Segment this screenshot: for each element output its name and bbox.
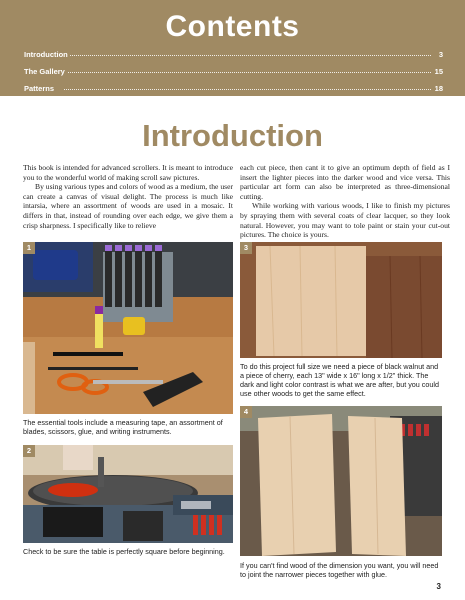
- photo-tools: [23, 242, 233, 414]
- table-of-contents: [24, 48, 443, 99]
- toc-label: Introduction: [24, 50, 68, 59]
- page-number: 3: [436, 582, 441, 591]
- toc-entry-introduction[interactable]: [24, 48, 443, 65]
- jointed-pieces-illustration: [240, 406, 442, 556]
- tools-illustration: [23, 242, 233, 414]
- body-column-left: [23, 163, 233, 230]
- body-paragraph: This book is intended for advanced scrollers. It is meant to introduce you to the wonderful world of making scroll saw pictures.: [23, 163, 233, 182]
- photo-caption: The essential tools include a measuring tape, an assortment of blades, scissors, glue, and writing instruments.: [23, 418, 223, 436]
- toc-page-number: 18: [434, 84, 443, 93]
- photo-caption: To do this project full size we need a piece of black walnut and a piece of cherry, each 13" wide x 16" long x 1/2" thick. The dark and light color contrast is what we are after, but you could use other woods to get the same effect.: [240, 362, 439, 398]
- toc-label: The Gallery: [24, 67, 65, 76]
- toc-page-number: 3: [438, 50, 443, 59]
- section-title: Introduction: [142, 118, 323, 153]
- photo-jointed-pieces: [240, 406, 442, 556]
- photo-number-badge: 2: [23, 445, 35, 457]
- toc-leader-dots: [64, 89, 431, 90]
- toc-leader-dots: [64, 55, 431, 56]
- body-paragraph: each cut piece, then cant it to give an optimum depth of field as I insert the lighter pieces into the darker wood and vice versa. This particular art form can also be interpreted as three-dimensional cutting.: [240, 163, 450, 201]
- scroll-saw-illustration: [23, 445, 233, 543]
- toc-entry-gallery[interactable]: [24, 65, 443, 82]
- toc-page-number: 15: [434, 67, 443, 76]
- wood-boards-illustration: [240, 242, 442, 358]
- toc-leader-dots: [64, 72, 431, 73]
- toc-label: Patterns: [24, 84, 55, 93]
- photo-caption: Check to be sure the table is perfectly square before beginning.: [23, 547, 225, 556]
- body-paragraph: While working with various woods, I like to finish my pictures by spraying them with several coats of clear lacquer, so they look natural. However, you may want to tole paint or stain your cut-out pictures. The choice is yours.: [240, 201, 450, 240]
- photo-scroll-saw: [23, 445, 233, 543]
- body-column-right: [240, 163, 450, 240]
- photo-number-badge: 4: [240, 406, 252, 418]
- photo-number-badge: 3: [240, 242, 252, 254]
- contents-title: Contents: [165, 10, 300, 43]
- toc-entry-patterns[interactable]: [24, 82, 443, 99]
- body-paragraph: By using various types and colors of wood as a medium, the user can create a canvas of visual delight. The process is much like intarsia, where an assortment of woods are used in a mosaic. It differs in that, instead of rounding over each edge, we give them a crisp sharpness. I specifically like to relieve: [23, 182, 233, 230]
- photo-wood-boards: [240, 242, 442, 358]
- photo-caption: If you can't find wood of the dimension you want, you will need to joint the narrower pieces together with glue.: [240, 561, 439, 579]
- photo-number-badge: 1: [23, 242, 35, 254]
- contents-header: [0, 0, 465, 96]
